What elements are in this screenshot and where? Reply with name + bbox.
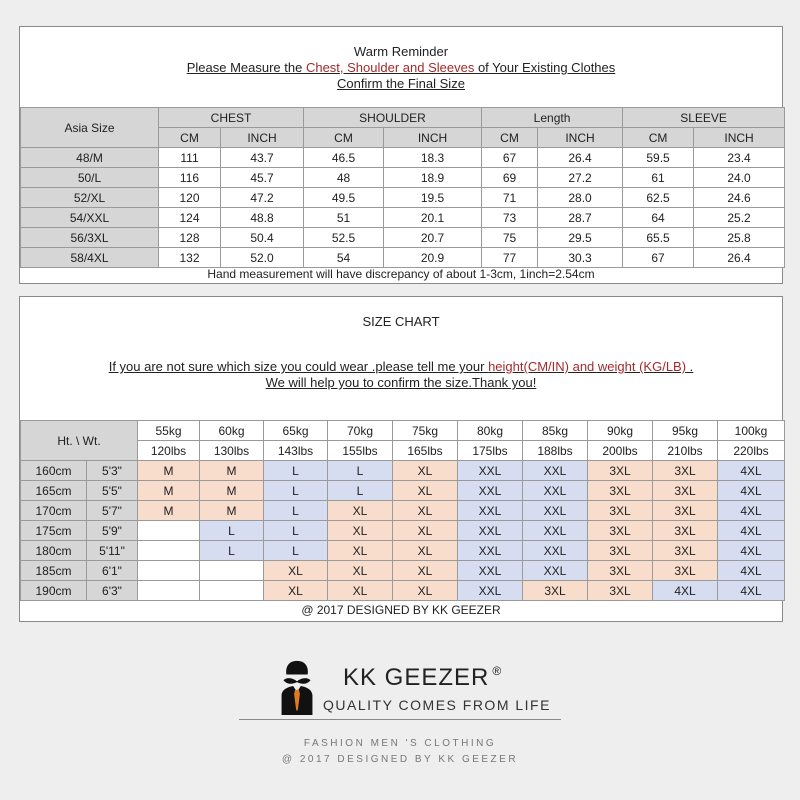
size-cell bbox=[138, 561, 200, 581]
size-chart-title: SIZE CHART bbox=[362, 314, 440, 329]
size-cell: 4XL bbox=[718, 461, 785, 481]
measure-instruction-c: of Your Existing Clothes bbox=[474, 60, 616, 75]
size-row bbox=[21, 461, 785, 481]
size-cell: 3XL bbox=[653, 501, 718, 521]
weight-lbs-cell: 143lbs bbox=[264, 441, 328, 461]
measure-cell: 30.3 bbox=[538, 248, 623, 268]
brand-name-text: KK GEEZER bbox=[343, 664, 490, 691]
size-row bbox=[21, 541, 785, 561]
measure-cell: 50.4 bbox=[221, 228, 304, 248]
brand-footer-credit: @ 2017 DESIGNED BY KK GEEZER bbox=[281, 754, 519, 765]
measure-cell: 28.7 bbox=[538, 208, 623, 228]
measure-row bbox=[21, 208, 785, 228]
size-cell: XL bbox=[328, 541, 393, 561]
measure-instruction-parts: Chest, Shoulder and Sleeves bbox=[305, 60, 475, 75]
weight-kg-cell: 90kg bbox=[588, 421, 653, 441]
height-cm-cell: 160cm bbox=[21, 461, 87, 481]
weight-kg-cell: 95kg bbox=[653, 421, 718, 441]
size-cell: XL bbox=[393, 501, 458, 521]
measurement-panel bbox=[19, 26, 783, 284]
weight-lbs-cell: 165lbs bbox=[393, 441, 458, 461]
unit-header: CM bbox=[304, 128, 384, 148]
size-help-thanks: We will help you to confirm the size.Thank you! bbox=[265, 375, 537, 390]
measure-cell: 52.5 bbox=[304, 228, 384, 248]
size-cell: L bbox=[264, 481, 328, 501]
unit-header: INCH bbox=[384, 128, 482, 148]
size-cell: XL bbox=[264, 561, 328, 581]
measure-cell: 27.2 bbox=[538, 168, 623, 188]
size-cell: 4XL bbox=[718, 581, 785, 601]
asia-size-cell: 56/3XL bbox=[21, 228, 159, 248]
size-cell bbox=[138, 521, 200, 541]
asia-size-cell: 50/L bbox=[21, 168, 159, 188]
size-cell bbox=[138, 581, 200, 601]
size-cell: M bbox=[200, 461, 264, 481]
measure-row bbox=[21, 188, 785, 208]
height-ft-cell: 5'3" bbox=[87, 461, 138, 481]
size-cell: L bbox=[264, 461, 328, 481]
measure-cell: 29.5 bbox=[538, 228, 623, 248]
size-cell: 3XL bbox=[523, 581, 588, 601]
weight-lbs-cell: 210lbs bbox=[653, 441, 718, 461]
weight-kg-cell: 80kg bbox=[458, 421, 523, 441]
size-cell: 3XL bbox=[588, 561, 653, 581]
unit-header: INCH bbox=[694, 128, 785, 148]
measure-cell: 19.5 bbox=[384, 188, 482, 208]
measure-cell: 25.2 bbox=[694, 208, 785, 228]
measure-cell: 45.7 bbox=[221, 168, 304, 188]
unit-header: INCH bbox=[221, 128, 304, 148]
size-cell: L bbox=[328, 461, 393, 481]
size-cell: M bbox=[200, 501, 264, 521]
size-cell: 4XL bbox=[718, 521, 785, 541]
size-cell: 4XL bbox=[718, 501, 785, 521]
size-cell: XL bbox=[328, 501, 393, 521]
measure-cell: 73 bbox=[482, 208, 538, 228]
weight-kg-cell: 70kg bbox=[328, 421, 393, 441]
size-cell: XXL bbox=[458, 461, 523, 481]
size-cell: 3XL bbox=[588, 501, 653, 521]
measure-cell: 43.7 bbox=[221, 148, 304, 168]
measure-cell: 47.2 bbox=[221, 188, 304, 208]
measure-group-header-row bbox=[21, 108, 785, 128]
unit-header: CM bbox=[623, 128, 694, 148]
measure-cell: 48 bbox=[304, 168, 384, 188]
brand-footer-category: FASHION MEN 'S CLOTHING bbox=[303, 738, 497, 749]
measure-cell: 128 bbox=[159, 228, 221, 248]
measure-instruction-a: Please Measure the bbox=[186, 60, 306, 75]
size-cell: M bbox=[138, 461, 200, 481]
ht-wt-corner: Ht. \ Wt. bbox=[21, 421, 138, 461]
brand-tagline: QUALITY COMES FROM LIFE bbox=[323, 697, 551, 713]
size-chart-table bbox=[20, 420, 785, 601]
height-cm-cell: 170cm bbox=[21, 501, 87, 521]
unit-header: CM bbox=[482, 128, 538, 148]
measure-cell: 46.5 bbox=[304, 148, 384, 168]
size-help-a: If you are not sure which size you could wear .please tell me your bbox=[108, 359, 489, 374]
asia-size-cell: 54/XXL bbox=[21, 208, 159, 228]
measure-cell: 65.5 bbox=[623, 228, 694, 248]
size-cell: L bbox=[200, 541, 264, 561]
height-cm-cell: 180cm bbox=[21, 541, 87, 561]
size-row bbox=[21, 561, 785, 581]
measure-cell: 132 bbox=[159, 248, 221, 268]
size-cell: 4XL bbox=[653, 581, 718, 601]
unit-header: INCH bbox=[538, 128, 623, 148]
measure-cell: 26.4 bbox=[694, 248, 785, 268]
size-row bbox=[21, 501, 785, 521]
shoulder-header: SHOULDER bbox=[304, 108, 482, 128]
size-cell: XXL bbox=[523, 481, 588, 501]
measure-cell: 120 bbox=[159, 188, 221, 208]
measure-cell: 24.6 bbox=[694, 188, 785, 208]
height-ft-cell: 5'11" bbox=[87, 541, 138, 561]
size-cell: 3XL bbox=[588, 521, 653, 541]
measure-cell: 28.0 bbox=[538, 188, 623, 208]
measure-row bbox=[21, 148, 785, 168]
size-cell: XXL bbox=[458, 581, 523, 601]
size-cell bbox=[200, 581, 264, 601]
measure-cell: 20.1 bbox=[384, 208, 482, 228]
size-row bbox=[21, 481, 785, 501]
size-cell: XXL bbox=[523, 501, 588, 521]
brand-divider bbox=[239, 719, 561, 720]
size-cell: XXL bbox=[523, 461, 588, 481]
unit-header: CM bbox=[159, 128, 221, 148]
size-cell: XL bbox=[393, 581, 458, 601]
weight-lbs-cell: 200lbs bbox=[588, 441, 653, 461]
measure-cell: 48.8 bbox=[221, 208, 304, 228]
height-cm-cell: 185cm bbox=[21, 561, 87, 581]
height-cm-cell: 165cm bbox=[21, 481, 87, 501]
measure-cell: 26.4 bbox=[538, 148, 623, 168]
size-cell: XL bbox=[328, 521, 393, 541]
measure-cell: 69 bbox=[482, 168, 538, 188]
measure-cell: 18.9 bbox=[384, 168, 482, 188]
size-cell: L bbox=[200, 521, 264, 541]
weight-kg-cell: 100kg bbox=[718, 421, 785, 441]
size-cell: XL bbox=[393, 561, 458, 581]
size-cell: 4XL bbox=[718, 481, 785, 501]
size-chart-panel bbox=[19, 296, 783, 622]
size-cell: XXL bbox=[458, 541, 523, 561]
weight-lbs-cell: 130lbs bbox=[200, 441, 264, 461]
weight-kg-cell: 75kg bbox=[393, 421, 458, 441]
size-cell: XL bbox=[328, 581, 393, 601]
weight-lbs-cell: 220lbs bbox=[718, 441, 785, 461]
size-cell: XXL bbox=[523, 561, 588, 581]
asia-size-header: Asia Size bbox=[21, 108, 159, 148]
weight-lbs-cell: 155lbs bbox=[328, 441, 393, 461]
measure-cell: 52.0 bbox=[221, 248, 304, 268]
size-cell: L bbox=[264, 501, 328, 521]
size-help-c: . bbox=[686, 359, 694, 374]
size-cell bbox=[138, 541, 200, 561]
asia-size-cell: 52/XL bbox=[21, 188, 159, 208]
size-cell bbox=[200, 561, 264, 581]
measure-cell: 51 bbox=[304, 208, 384, 228]
size-cell: XXL bbox=[458, 481, 523, 501]
weight-kg-row bbox=[21, 421, 785, 441]
size-cell: 4XL bbox=[718, 561, 785, 581]
length-header: Length bbox=[482, 108, 623, 128]
measure-cell: 77 bbox=[482, 248, 538, 268]
measure-cell: 116 bbox=[159, 168, 221, 188]
measurement-table bbox=[20, 107, 785, 268]
height-cm-cell: 175cm bbox=[21, 521, 87, 541]
size-cell: XL bbox=[393, 481, 458, 501]
brand-name bbox=[343, 664, 502, 692]
size-cell: XXL bbox=[458, 501, 523, 521]
size-cell: 3XL bbox=[653, 541, 718, 561]
registered-mark: ® bbox=[492, 664, 503, 678]
measure-cell: 61 bbox=[623, 168, 694, 188]
size-help-line bbox=[20, 359, 782, 374]
measure-cell: 20.7 bbox=[384, 228, 482, 248]
measurement-note: Hand measurement will have discrepancy of about 1-3cm, 1inch=2.54cm bbox=[207, 267, 595, 281]
size-cell: L bbox=[328, 481, 393, 501]
measure-cell: 54 bbox=[304, 248, 384, 268]
size-cell: XXL bbox=[458, 521, 523, 541]
size-cell: XXL bbox=[458, 561, 523, 581]
measure-cell: 62.5 bbox=[623, 188, 694, 208]
measure-cell: 67 bbox=[482, 148, 538, 168]
size-cell: 3XL bbox=[588, 481, 653, 501]
size-cell: XXL bbox=[523, 541, 588, 561]
size-cell: 4XL bbox=[718, 541, 785, 561]
size-cell: 3XL bbox=[653, 481, 718, 501]
weight-lbs-cell: 188lbs bbox=[523, 441, 588, 461]
measure-cell: 25.8 bbox=[694, 228, 785, 248]
measure-cell: 24.0 bbox=[694, 168, 785, 188]
size-cell: M bbox=[138, 481, 200, 501]
size-cell: 3XL bbox=[653, 521, 718, 541]
sleeve-header: SLEEVE bbox=[623, 108, 785, 128]
asia-size-cell: 58/4XL bbox=[21, 248, 159, 268]
size-row bbox=[21, 581, 785, 601]
weight-lbs-cell: 120lbs bbox=[138, 441, 200, 461]
measure-cell: 67 bbox=[623, 248, 694, 268]
size-cell: XL bbox=[393, 461, 458, 481]
measure-cell: 111 bbox=[159, 148, 221, 168]
weight-kg-cell: 85kg bbox=[523, 421, 588, 441]
height-ft-cell: 6'3" bbox=[87, 581, 138, 601]
size-cell: 3XL bbox=[588, 581, 653, 601]
measure-instruction bbox=[20, 60, 782, 75]
size-cell: M bbox=[138, 501, 200, 521]
measure-cell: 49.5 bbox=[304, 188, 384, 208]
size-help-measures: height(CM/IN) and weight (KG/LB) bbox=[488, 359, 687, 374]
measure-row bbox=[21, 168, 785, 188]
measure-row bbox=[21, 248, 785, 268]
size-cell: 3XL bbox=[653, 561, 718, 581]
height-cm-cell: 190cm bbox=[21, 581, 87, 601]
size-cell: XL bbox=[328, 561, 393, 581]
size-cell: XL bbox=[393, 521, 458, 541]
asia-size-cell: 48/M bbox=[21, 148, 159, 168]
height-ft-cell: 5'9" bbox=[87, 521, 138, 541]
size-cell: 3XL bbox=[653, 461, 718, 481]
measure-cell: 75 bbox=[482, 228, 538, 248]
measure-cell: 18.3 bbox=[384, 148, 482, 168]
measure-cell: 20.9 bbox=[384, 248, 482, 268]
measure-cell: 23.4 bbox=[694, 148, 785, 168]
size-chart-footer: @ 2017 DESIGNED BY KK GEEZER bbox=[301, 603, 501, 617]
size-cell: M bbox=[200, 481, 264, 501]
size-cell: XL bbox=[264, 581, 328, 601]
size-cell: 3XL bbox=[588, 461, 653, 481]
size-cell: L bbox=[264, 541, 328, 561]
warm-reminder-title: Warm Reminder bbox=[353, 44, 449, 59]
gentleman-mustache-tie-logo-icon bbox=[277, 659, 317, 715]
size-cell: L bbox=[264, 521, 328, 541]
measure-cell: 71 bbox=[482, 188, 538, 208]
size-cell: XL bbox=[393, 541, 458, 561]
measure-row bbox=[21, 228, 785, 248]
weight-kg-cell: 55kg bbox=[138, 421, 200, 441]
weight-kg-cell: 60kg bbox=[200, 421, 264, 441]
weight-lbs-cell: 175lbs bbox=[458, 441, 523, 461]
height-ft-cell: 6'1" bbox=[87, 561, 138, 581]
measure-cell: 59.5 bbox=[623, 148, 694, 168]
height-ft-cell: 5'7" bbox=[87, 501, 138, 521]
size-row bbox=[21, 521, 785, 541]
size-cell: 3XL bbox=[588, 541, 653, 561]
size-cell: XXL bbox=[523, 521, 588, 541]
confirm-size-line: Confirm the Final Size bbox=[337, 76, 465, 91]
height-ft-cell: 5'5" bbox=[87, 481, 138, 501]
weight-kg-cell: 65kg bbox=[264, 421, 328, 441]
chest-header: CHEST bbox=[159, 108, 304, 128]
measure-cell: 124 bbox=[159, 208, 221, 228]
measure-cell: 64 bbox=[623, 208, 694, 228]
